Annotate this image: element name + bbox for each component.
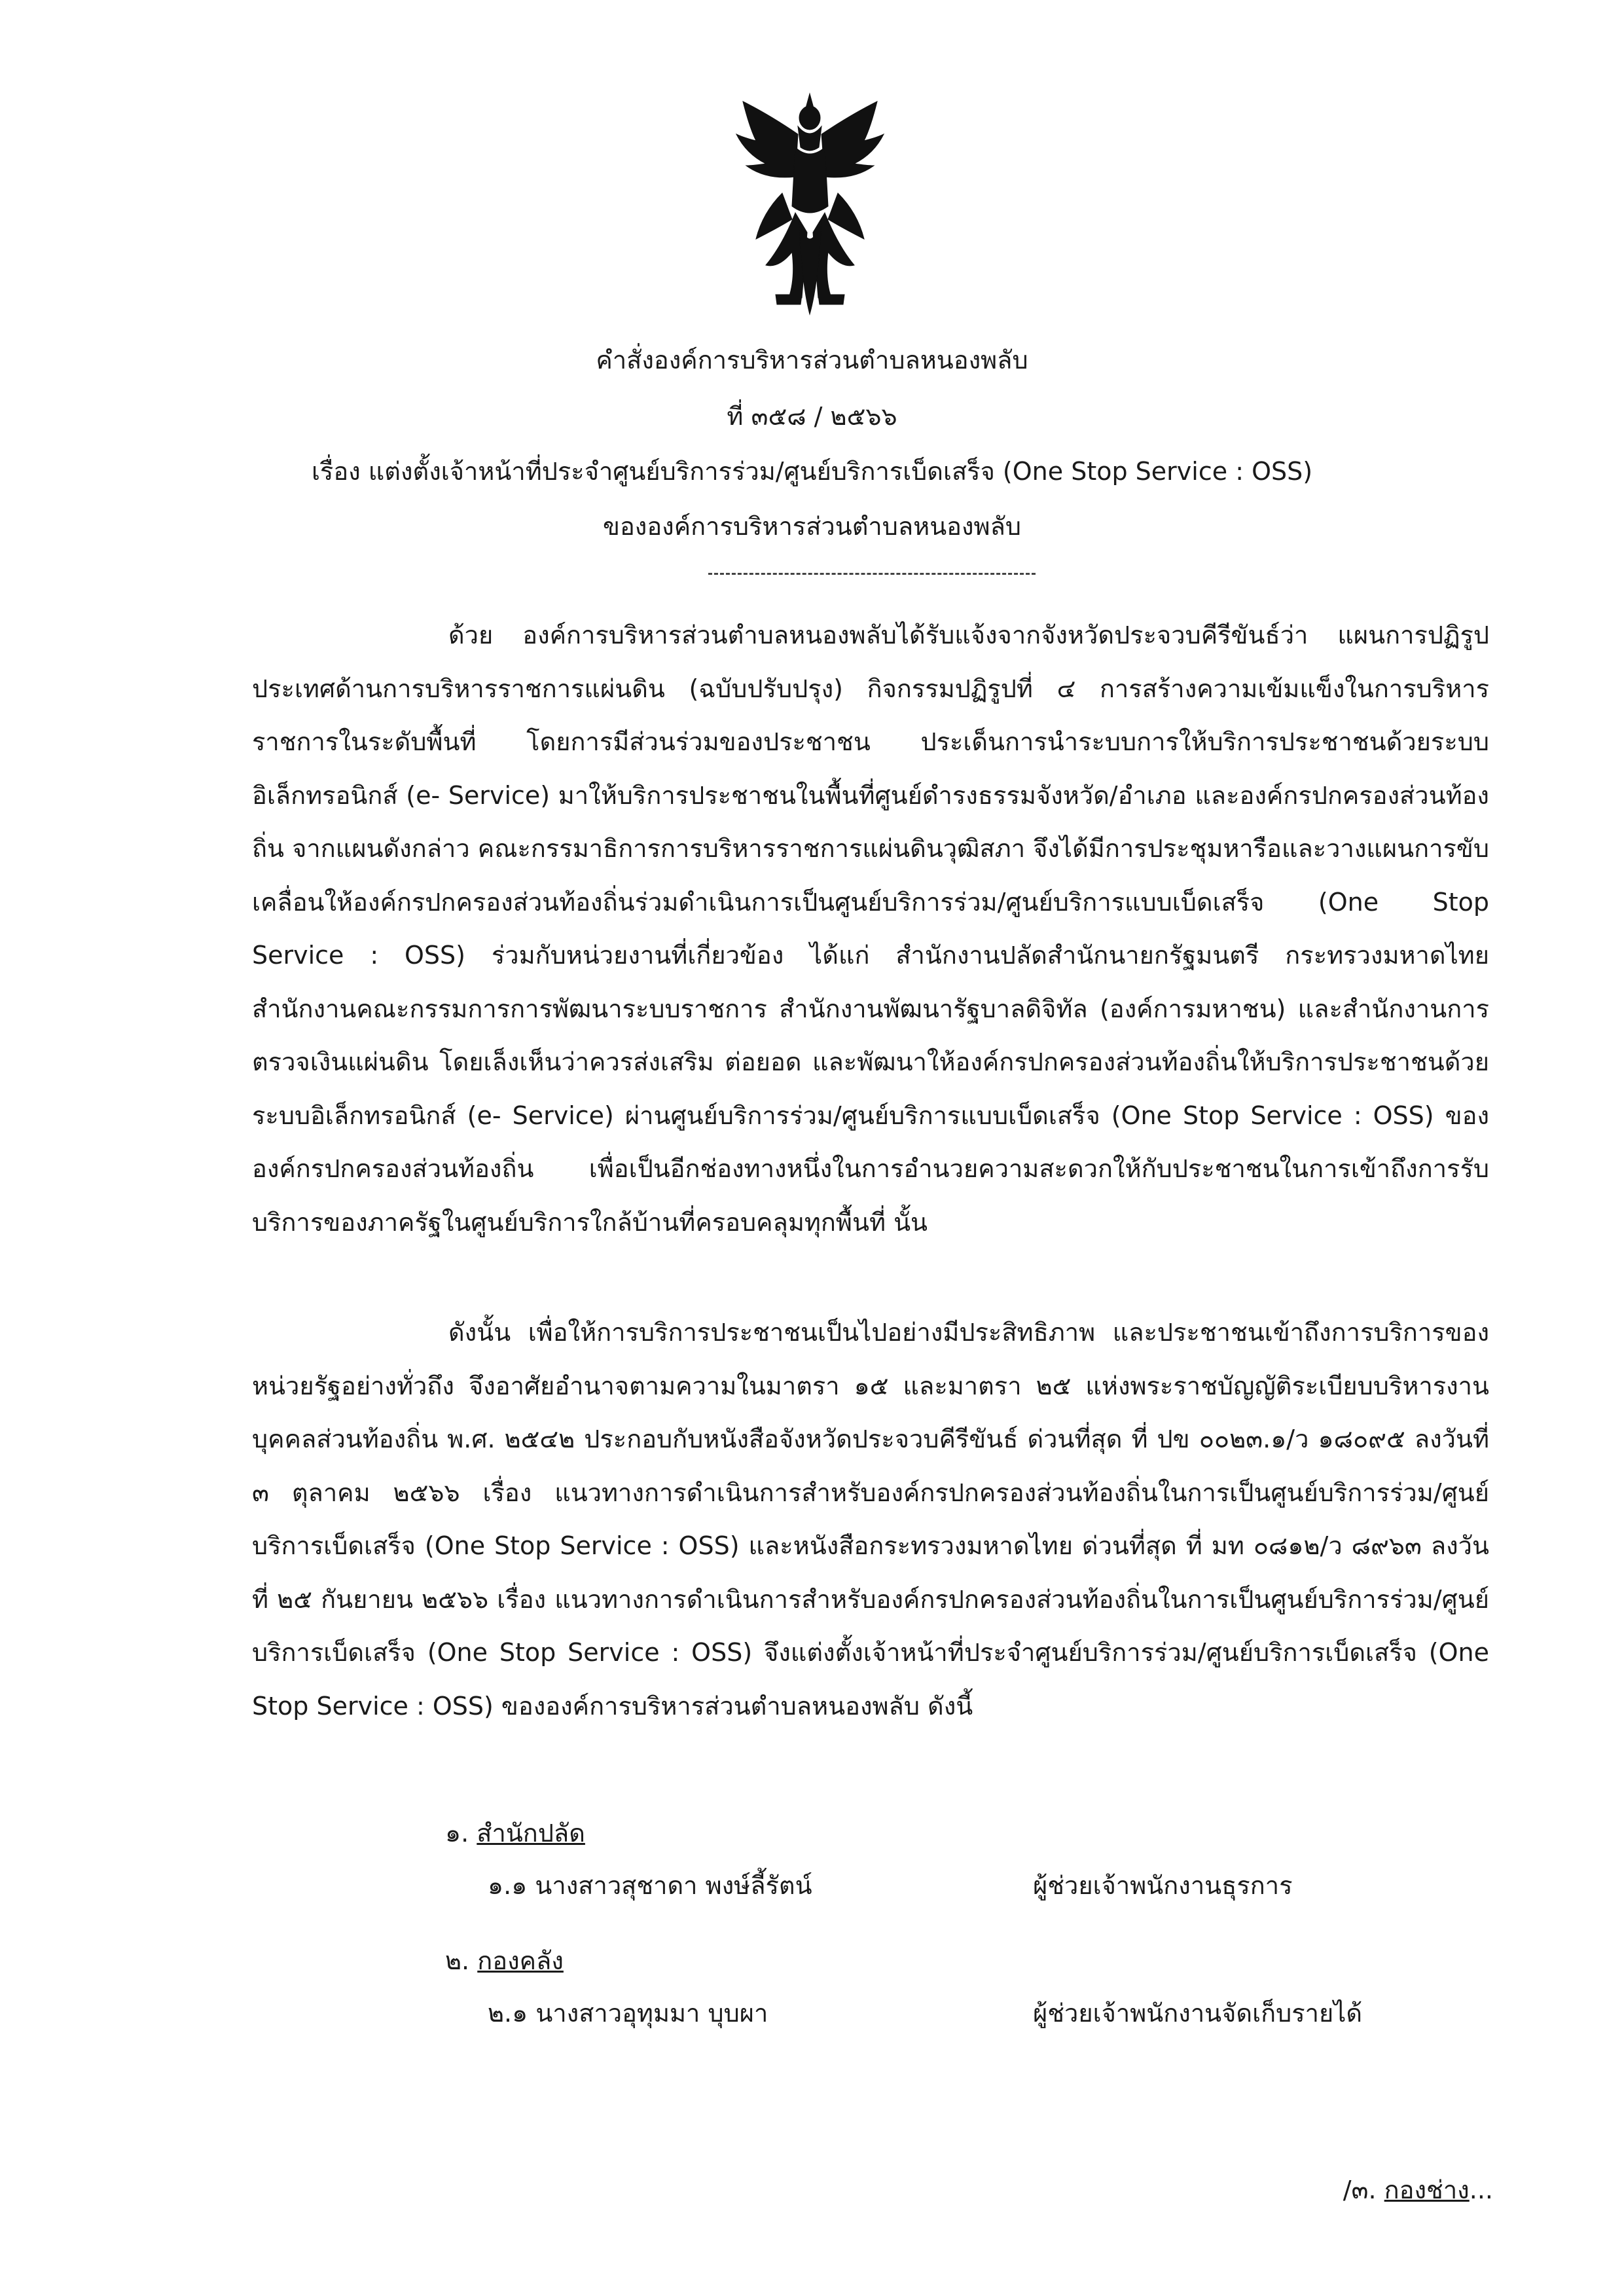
paragraph-1: ด้วย องค์การบริหารส่วนตำบลหนองพลับได้รับแจ้งจากจังหวัดประจวบคีรีขันธ์ว่า แผนการปฏิรูปประเทศด้านการบริหารราชการแผ่นดิน (ฉบับปรับปรุง) กิจกรรมปฏิรูปที่ ๔ การสร้างความเข้มแข็งในการบริหารราชการในระดับพื้นที่ โดยการมีส่วนร่วมของประชาชน ประเด็นการนำระบบการให้บริการประชาชนด้วยระบบอิเล็กทรอนิกส์ (e- Service) มาให้บริการประชาชนในพื้นที่ศูนย์ดำรงธรรมจังหวัด/อำเภอ และองค์กรปกครองส่วนท้องถิ่น จากแผนดังกล่าว คณะกรรมาธิการการบริหารราชการแผ่นดินวุฒิสภา จึงได้มีการประชุมหารือและวางแผนการขับเคลื่อนให้องค์กรปกครองส่วนท้องถิ่นร่วมดำเนินการเป็นศูนย์บริการร่วม/ศูนย์บริการแบบเบ็ดเสร็จ (One Stop Service : OSS) ร่วมกับหน่วยงานที่เกี่ยวข้อง ได้แก่ สำนักงานปลัดสำนักนายกรัฐมนตรี กระทรวงมหาดไทย สำนักงานคณะกรรมการการพัฒนาระบบราชการ สำนักงานพัฒนารัฐบาลดิจิทัล (องค์การมหาชน) และสำนักงานการตรวจเงินแผ่นดิน โดยเล็งเห็นว่าควรส่งเสริม ต่อยอด และพัฒนาให้องค์กรปกครองส่วนท้องถิ่นให้บริการประชาชนด้วยระบบอิเล็กทรอนิกส์ (e- Service) ผ่านศูนย์บริการร่วม/ศูนย์บริการแบบเบ็ดเสร็จ (One Stop Service : OSS) ขององค์กรปกครองส่วนท้องถิ่น เพื่อเป็นอีกช่องทางหนึ่งในการอำนวยความสะดวกให้กับประชาชนในการเข้าถึงการรับบริการของภาครัฐในศูนย์บริการใกล้บ้านที่ครอบคลุมทุกพื้นที่ นั้น [252,621,1489,1237]
person-name: นางสาวสุชาดา พงษ์ลี้รัตน์ [535,1871,812,1900]
continuation-department: กองช่าง [1384,2176,1470,2204]
person-row-1 [488,1869,812,1902]
order-subject: เรื่อง แต่งตั้งเจ้าหน้าที่ประจำศูนย์บริการร่วม/ศูนย์บริการเบ็ดเสร็จ (One Stop Service : OSS) [311,457,1313,486]
department-number: ๑. [445,1819,469,1848]
order-title: คำสั่งองค์การบริหารส่วนตำบลหนองพลับ [596,346,1028,374]
department-name: กองคลัง [477,1946,564,1975]
person-number: ๑.๑ [488,1871,528,1900]
order-number: ที่ ๓๕๘ / ๒๕๖๖ [727,402,897,431]
department-number: ๒. [445,1946,470,1975]
paragraph-2: ดังนั้น เพื่อให้การบริการประชาชนเป็นไปอย่างมีประสิทธิภาพ และประชาชนเข้าถึงการบริการของหน่วยรัฐอย่างทั่วถึง จึงอาศัยอำนาจตามความในมาตรา ๑๕ และมาตรา ๒๕ แห่งพระราชบัญญัติระเบียบบริหารงานบุคคลส่วนท้องถิ่น พ.ศ. ๒๕๔๒ ประกอบกับหนังสือจังหวัดประจวบคีรีขันธ์ ด่วนที่สุด ที่ ปข ๐๐๒๓.๑/ว ๑๘๐๙๕ ลงวันที่ ๓ ตุลาคม ๒๕๖๖ เรื่อง แนวทางการดำเนินการสำหรับองค์กรปกครองส่วนท้องถิ่นในการเป็นศูนย์บริการร่วม/ศูนย์บริการเบ็ดเสร็จ (One Stop Service : OSS) และหนังสือกระทรวงมหาดไทย ด่วนที่สุด ที่ มท ๐๘๑๒/ว ๘๙๖๓ ลงวันที่ ๒๕ กันยายน ๒๕๖๖ เรื่อง แนวทางการดำเนินการสำหรับองค์กรปกครองส่วนท้องถิ่นในการเป็นศูนย์บริการร่วม/ศูนย์บริการเบ็ดเสร็จ (One Stop Service : OSS) จึงแต่งตั้งเจ้าหน้าที่ประจำศูนย์บริการร่วม/ศูนย์บริการเบ็ดเสร็จ (One Stop Service : OSS) ขององค์การบริหารส่วนตำบลหนองพลับ ดังนี้ [252,1318,1489,1721]
page-continuation [1343,2174,1493,2206]
title-divider [708,573,1036,575]
department-item-2 [445,1944,564,1977]
continuation-suffix: ... [1469,2176,1493,2204]
person-position: ผู้ช่วยเจ้าพนักงานจัดเก็บรายได้ [1033,1999,1363,2028]
garuda-emblem [730,88,890,321]
person-name: นางสาวอุทุมมา บุบผา [535,1999,768,2028]
department-name: สำนักปลัด [477,1819,585,1848]
person-position: ผู้ช่วยเจ้าพนักงานธุรการ [1033,1871,1293,1900]
department-item-1 [445,1817,585,1850]
order-subject-line2: ขององค์การบริหารส่วนตำบลหนองพลับ [602,512,1022,541]
person-row-2 [488,1997,768,2030]
person-number: ๒.๑ [488,1999,528,2028]
continuation-prefix: /๓. [1343,2176,1377,2204]
